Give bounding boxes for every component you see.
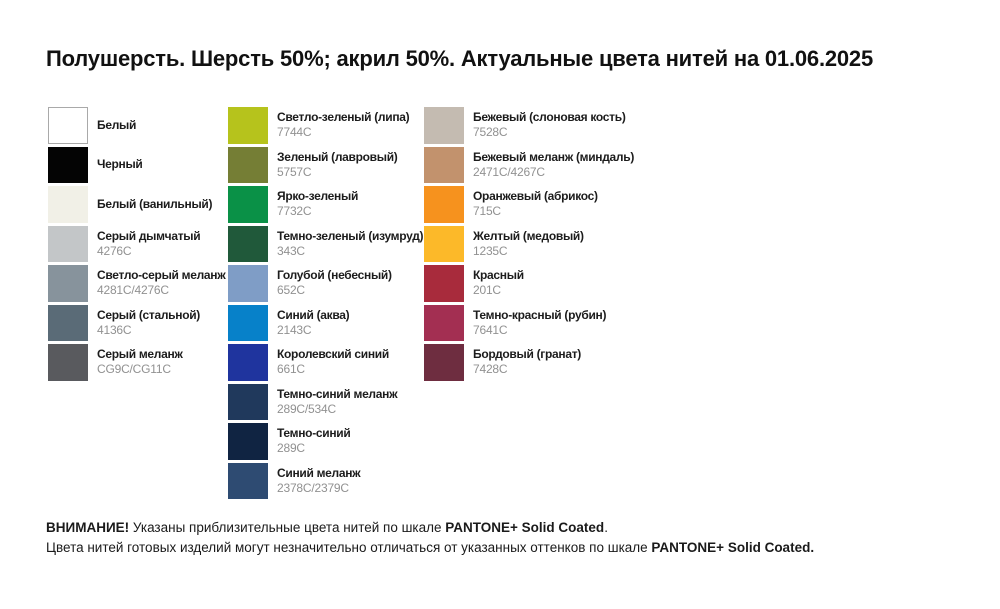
color-label xyxy=(277,387,397,417)
color-row xyxy=(228,344,424,381)
pantone-code: 5757C xyxy=(277,164,312,179)
color-name: Белый (ванильный) xyxy=(97,196,213,211)
color-swatch xyxy=(228,384,268,421)
color-swatch xyxy=(48,344,88,381)
color-row xyxy=(228,423,424,460)
color-name: Синий (аква) xyxy=(277,307,350,322)
pantone-code: 1235C xyxy=(473,243,508,258)
color-name: Бежевый меланж (миндаль) xyxy=(473,149,635,164)
color-name: Бордовый (гранат) xyxy=(473,347,581,362)
color-label xyxy=(473,347,581,377)
color-row xyxy=(228,107,424,144)
color-row xyxy=(424,344,634,381)
pantone-scale-name-2: PANTONE+ Solid Coated. xyxy=(651,540,815,555)
color-swatch xyxy=(424,186,464,223)
color-swatch xyxy=(424,147,464,184)
color-swatch xyxy=(424,265,464,302)
color-row xyxy=(48,107,228,144)
color-row xyxy=(424,305,634,342)
color-row xyxy=(424,226,634,263)
color-row xyxy=(228,384,424,421)
color-label xyxy=(473,189,598,219)
color-name: Голубой (небесный) xyxy=(277,268,392,283)
color-name: Желтый (медовый) xyxy=(473,228,584,243)
page-title: Полушерсть. Шерсть 50%; акрил 50%. Актуальные цвета нитей на 01.06.2025 xyxy=(46,46,873,71)
pantone-code: 4276C xyxy=(97,243,132,258)
color-label xyxy=(97,347,183,377)
color-row xyxy=(48,147,228,184)
pantone-code: 715C xyxy=(473,204,501,219)
color-label xyxy=(277,347,389,377)
color-row xyxy=(424,265,634,302)
swatch-column-3 xyxy=(424,107,634,381)
color-name: Серый дымчатый xyxy=(97,228,201,243)
color-name: Темно-синий меланж xyxy=(277,386,398,401)
color-label xyxy=(277,466,360,496)
color-name: Бежевый (слоновая кость) xyxy=(473,110,626,125)
footer-line-1-end: . xyxy=(604,520,608,535)
color-row xyxy=(424,107,634,144)
footer-line-2-text: Цвета нитей готовых изделий могут незначительно отличаться от указанных оттенков по шкале xyxy=(46,540,652,555)
color-name: Темно-красный (рубин) xyxy=(473,307,607,322)
color-swatch xyxy=(48,226,88,263)
pantone-code: 4136C xyxy=(97,322,132,337)
pantone-code: 2378C/2379C xyxy=(277,480,349,495)
color-label xyxy=(277,150,397,180)
color-row xyxy=(48,226,228,263)
color-swatch xyxy=(424,226,464,263)
pantone-scale-name: PANTONE+ Solid Coated xyxy=(445,520,605,535)
color-swatch xyxy=(48,305,88,342)
color-name: Светло-зеленый (липа) xyxy=(277,110,410,125)
color-name: Ярко-зеленый xyxy=(277,189,359,204)
swatch-column-2 xyxy=(228,107,424,499)
color-label xyxy=(473,268,524,298)
color-row xyxy=(424,186,634,223)
color-row xyxy=(48,186,228,223)
pantone-code: 289C/534C xyxy=(277,401,336,416)
pantone-code: 7744C xyxy=(277,125,312,140)
color-name: Темно-синий xyxy=(277,426,351,441)
color-swatch xyxy=(424,305,464,342)
footer-line-1 xyxy=(46,518,814,538)
attention-label: ВНИМАНИЕ! xyxy=(46,520,130,535)
color-swatch xyxy=(424,107,464,144)
color-row xyxy=(228,147,424,184)
footer-note xyxy=(46,518,814,558)
color-swatch xyxy=(228,463,268,500)
color-swatch xyxy=(228,305,268,342)
footer-line-1-text: Указаны приблизительные цвета нитей по шкале xyxy=(129,520,446,535)
color-label xyxy=(97,308,200,338)
pantone-code: 2471C/4267C xyxy=(473,164,545,179)
color-name: Черный xyxy=(97,157,143,172)
pantone-code: 4281C/4276C xyxy=(97,283,169,298)
color-label xyxy=(97,197,212,212)
pantone-code: CG9C/CG11C xyxy=(97,362,171,377)
color-row xyxy=(48,305,228,342)
color-label xyxy=(277,308,349,338)
color-row xyxy=(228,463,424,500)
color-swatch xyxy=(424,344,464,381)
pantone-code: 661C xyxy=(277,362,305,377)
pantone-code: 2143C xyxy=(277,322,312,337)
color-label xyxy=(473,229,584,259)
color-label xyxy=(277,189,358,219)
color-name: Серый меланж xyxy=(97,347,183,362)
color-swatch xyxy=(228,147,268,184)
color-name: Зеленый (лавровый) xyxy=(277,149,398,164)
color-row xyxy=(228,186,424,223)
color-row xyxy=(228,226,424,263)
pantone-code: 7428C xyxy=(473,362,508,377)
color-label xyxy=(97,229,200,259)
color-row xyxy=(424,147,634,184)
color-swatch xyxy=(228,226,268,263)
color-label xyxy=(473,110,626,140)
color-name: Красный xyxy=(473,268,524,283)
color-name: Оранжевый (абрикос) xyxy=(473,189,598,204)
color-swatch xyxy=(48,107,88,144)
color-swatch xyxy=(48,147,88,184)
pantone-code: 343C xyxy=(277,243,305,258)
color-row xyxy=(228,265,424,302)
pantone-code: 289C xyxy=(277,441,305,456)
color-row xyxy=(48,265,228,302)
pantone-code: 7528C xyxy=(473,125,508,140)
pantone-code: 7641C xyxy=(473,322,508,337)
color-name: Темно-зеленый (изумруд) xyxy=(277,228,424,243)
color-row xyxy=(48,344,228,381)
pantone-code: 201C xyxy=(473,283,501,298)
color-label xyxy=(277,426,350,456)
color-swatch xyxy=(48,265,88,302)
color-name: Белый xyxy=(97,117,137,132)
color-swatch xyxy=(228,186,268,223)
swatch-columns xyxy=(48,107,634,499)
color-swatch xyxy=(228,423,268,460)
color-label xyxy=(473,150,634,180)
color-label xyxy=(277,268,392,298)
color-name: Синий меланж xyxy=(277,465,361,480)
color-swatch xyxy=(228,107,268,144)
swatch-column-1 xyxy=(48,107,228,381)
color-label xyxy=(473,308,606,338)
color-row xyxy=(228,305,424,342)
pantone-code: 7732C xyxy=(277,204,312,219)
color-label xyxy=(277,229,423,259)
color-swatch xyxy=(48,186,88,223)
color-name: Королевский синий xyxy=(277,347,389,362)
color-swatch xyxy=(228,265,268,302)
color-name: Серый (стальной) xyxy=(97,307,201,322)
color-label xyxy=(97,268,225,298)
footer-line-2 xyxy=(46,538,814,558)
color-swatch xyxy=(228,344,268,381)
color-label xyxy=(277,110,409,140)
color-name: Светло-серый меланж xyxy=(97,268,226,283)
pantone-code: 652C xyxy=(277,283,305,298)
color-label xyxy=(97,157,143,172)
color-label xyxy=(97,118,136,133)
